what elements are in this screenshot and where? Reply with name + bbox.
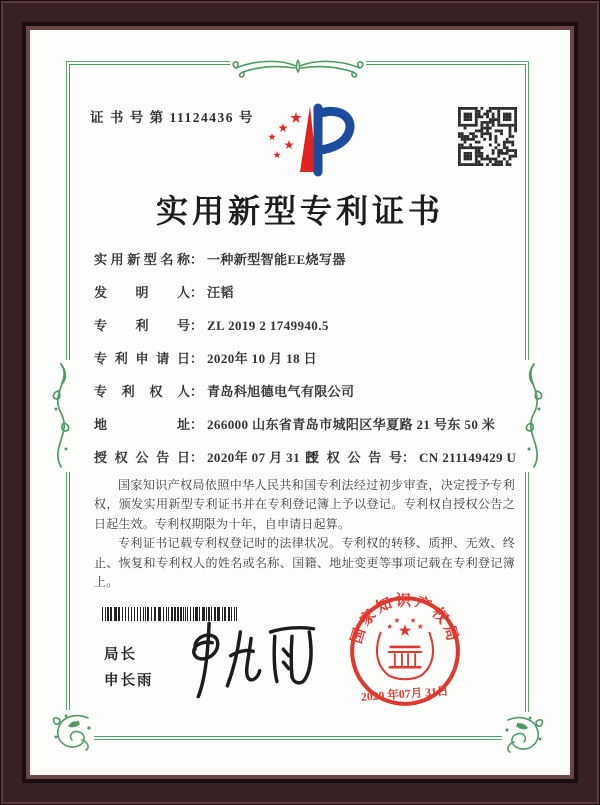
top-flourish-ornament-icon: [230, 56, 366, 78]
field-group: [94, 417, 495, 432]
field-colon: ：: [190, 384, 204, 399]
field-group: [94, 351, 317, 366]
national-emblem-icon: [377, 617, 433, 679]
field-colon: ：: [190, 285, 204, 300]
legal-text: [94, 476, 515, 592]
field-value: 2020年 07 月 31 日: [207, 450, 318, 465]
field-group: [94, 450, 317, 465]
field-group: [94, 252, 346, 267]
qr-code: [458, 107, 517, 166]
field-value: 一种新型智能EE烧写器: [207, 252, 346, 267]
field-row: [94, 384, 526, 399]
field-value: ZL 2019 2 1749940.5: [207, 318, 329, 333]
official-seal: [344, 590, 466, 712]
field-label: 地址: [94, 417, 190, 432]
field-row: [94, 351, 526, 366]
field-label: 专利号: [94, 318, 190, 333]
left-flourish-ornament-icon: [44, 360, 78, 472]
field-group: [94, 318, 329, 333]
field-label: 专利权人: [94, 384, 190, 399]
field-row: [94, 318, 526, 333]
field-value: 汪韬: [207, 285, 234, 300]
bottom-right-floral-ornament-icon: [502, 712, 548, 754]
field-group: [94, 285, 234, 300]
field-colon: ：: [190, 351, 204, 366]
cnipa-logo-icon: [252, 94, 360, 178]
field-colon: ：: [190, 450, 204, 465]
director-signature: [180, 616, 320, 704]
field-label: 专利申请日: [94, 351, 190, 366]
field-label: 授权公告日: [94, 450, 190, 465]
certificate-title: 实用新型专利证书: [155, 193, 444, 229]
field-value: CN 211149429 U: [419, 450, 517, 465]
field-colon: ：: [190, 252, 204, 267]
svg-text:国家知识产权局: [347, 591, 462, 645]
seal-date: 2020 年07月 31日: [360, 684, 449, 704]
field-colon: ：: [190, 318, 204, 333]
legal-paragraph-1: 国家知识产权局依照中华人民共和国专利法经过初步审查，决定授予专利权，颁发实用新型专利证书并在专利登记簿上予以登记。专利权自授权公告之日起生效。专利权期限为十年，自申请日起算。: [94, 478, 515, 531]
field-list: [94, 252, 526, 465]
field-label: 发明人: [94, 285, 190, 300]
officer-name: 申长雨: [104, 673, 154, 689]
certificate-number: 证 书 号 第 11124436 号: [90, 110, 254, 125]
field-row: [94, 417, 526, 432]
field-value: 2020年 10 月 18 日: [207, 351, 318, 366]
field-colon: ：: [190, 417, 204, 432]
seal-ring-text: 国家知识产权局: [348, 592, 462, 646]
field-colon: ：: [402, 450, 416, 465]
field-label: 实用新型名称: [94, 252, 190, 267]
field-row: [94, 285, 526, 300]
field-row: [94, 450, 526, 465]
field-group: [306, 450, 516, 465]
officer-title: 局长: [104, 647, 137, 663]
legal-paragraph-2: 专利证书记载专利权登记时的法律状况。专利权的转移、质押、无效、终止、恢复和专利权人的姓名或名称、国籍、地址变更等事项记载在专利登记簿上。: [94, 536, 515, 590]
officer-block: [104, 642, 154, 694]
field-value: 266000 山东省青岛市城阳区华夏路 21 号东 50 米: [207, 417, 496, 432]
field-group: [94, 384, 354, 399]
bottom-left-floral-ornament-icon: [48, 710, 94, 752]
field-label: 授权公告号: [306, 450, 402, 465]
certificate-paper: [30, 30, 570, 775]
field-row: [94, 252, 526, 267]
field-value: 青岛科旭德电气有限公司: [207, 384, 355, 399]
